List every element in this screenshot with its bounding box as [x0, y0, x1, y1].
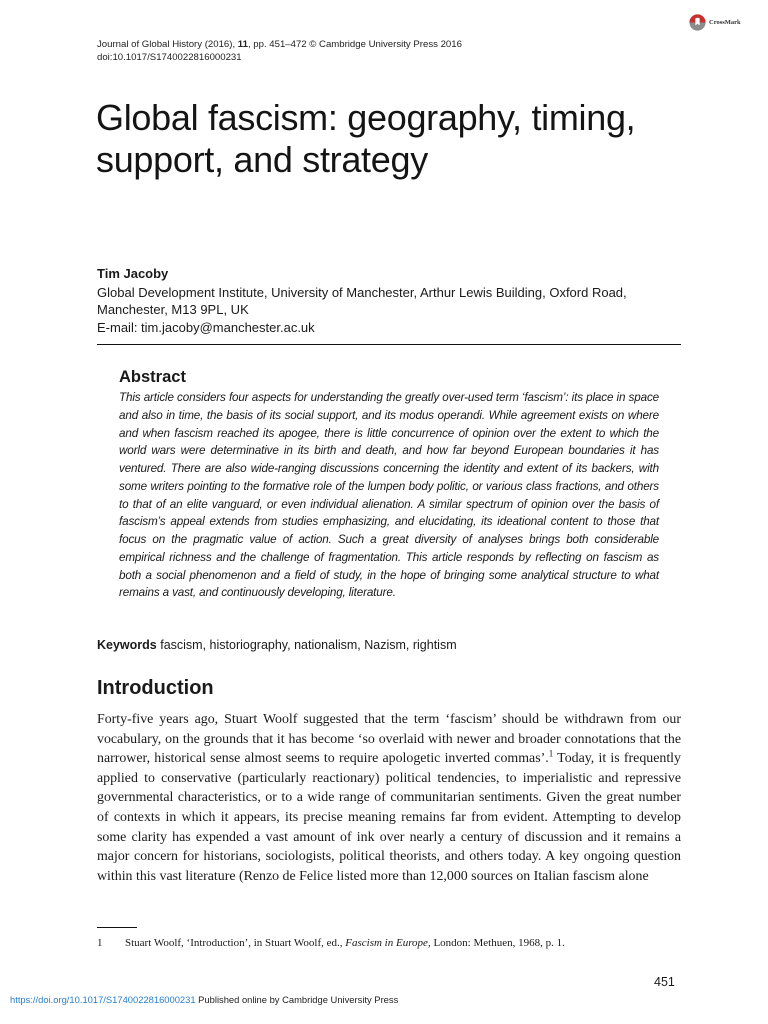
abstract-text: This article considers four aspects for understanding the greatly over-used term ‘fascism’: its place in space and also in time, the basis of its social support, and its modus operandi. While agreement exists on where and when fascism reached its apogee, there is little concurrence of opinion over the extent to which the world wars were determinative in its birth and death, and how far beyond European boundaries it has ventured. There are also wide-ranging discussions concerning the identity and extent of its backers, with some writers pointing to the formative role of the lumpen body politic, or various class fractions, and others to that of an elite vanguard, or even individual alienation. A similar spectrum of opinion over the basis of fascism’s appeal extends from studies emphasizing, and elucidating, its ideational content to those that focus on the pragmatic value of action. Such a great diversity of analyses brings both considerable empirical richness and the challenge of fragmentation. This article responds by reflecting on fascism as both a social phenomenon and a field of study, in the hope of bringing some analytical structure to what remains a vast, and continuously developing, literature. [119, 391, 659, 600]
introduction-paragraph: Forty-five years ago, Stuart Woolf suggested that the term ‘fascism’ should be withdrawn from our vocabulary, on the grounds that it has become ‘so overlaid with newer and broader connotations that the narrower, historical sense almost seems to require apologetic inverted commas’.$^1$ Today, it is frequently applied to conservative (particularly reactionary) political tendencies, to imperialistic and repressive governmental characteristics, or to a wide range of communitarian sentiments. Given the great number of contexts in which it appears, its precise meaning remains far from evident. Attempting to develop some clarity has expended a vast amount of ink over nearly a century of discussion and it remains a major concern for historians, sociologists, political theorists, and others today. A key ongoing question within this vast literature (Renzo de Felice listed more than 12,000 sources on Italian fascism alone [97, 712, 681, 884]
crossmark-badge[interactable] [689, 13, 741, 31]
author-email[interactable]: E-mail: tim.jacoby@manchester.ac.uk [97, 319, 315, 335]
crossmark-label: CrossMark [709, 18, 741, 26]
crossmark-icon [689, 14, 706, 31]
footnote-number: 1 [97, 937, 103, 949]
footnote: 1 Stuart Woolf, ‘Introduction’, in Stuart Woolf, ed., Fascism in Europe, London: Methuen, 1968, p. 1. [97, 937, 565, 949]
affiliation-line: Global Development Institute, University of Manchester, Arthur Lewis Building, Oxford Road, [97, 284, 627, 300]
section-heading-introduction: Introduction [97, 677, 214, 699]
footnote-book-title: Fascism in Europe [345, 937, 428, 949]
footnote-reference[interactable]: 1 [548, 748, 554, 759]
page-number: 451 [654, 975, 675, 989]
article-title: Global fascism: geography, timing, support, and strategy [96, 97, 636, 180]
doi-line: doi:10.1017/S1740022816000231 [97, 52, 242, 63]
keywords [97, 637, 457, 653]
keywords-label: Keywords [97, 638, 157, 652]
abstract-top-rule [97, 344, 681, 345]
footer-text: Published online by Cambridge University Press [195, 994, 399, 1005]
journal-info: Journal of Global History (2016), 11, pp. 451–472 © Cambridge University Press 2016 [97, 39, 462, 50]
affiliation-line: Manchester, M13 9PL, UK [97, 302, 249, 317]
volume-number: 11 [237, 39, 248, 50]
doi-link[interactable]: https://doi.org/10.1017/S1740022816000231 [10, 994, 196, 1005]
footer [10, 994, 398, 1005]
author-affiliation [97, 284, 687, 319]
abstract-heading: Abstract [119, 368, 186, 386]
journal-citation [97, 38, 462, 64]
author-block [97, 265, 687, 336]
footnote-rule [97, 927, 137, 928]
author-name: Tim Jacoby [97, 266, 169, 281]
keywords-values: fascism, historiography, nationalism, Nazism, rightism [160, 638, 457, 652]
